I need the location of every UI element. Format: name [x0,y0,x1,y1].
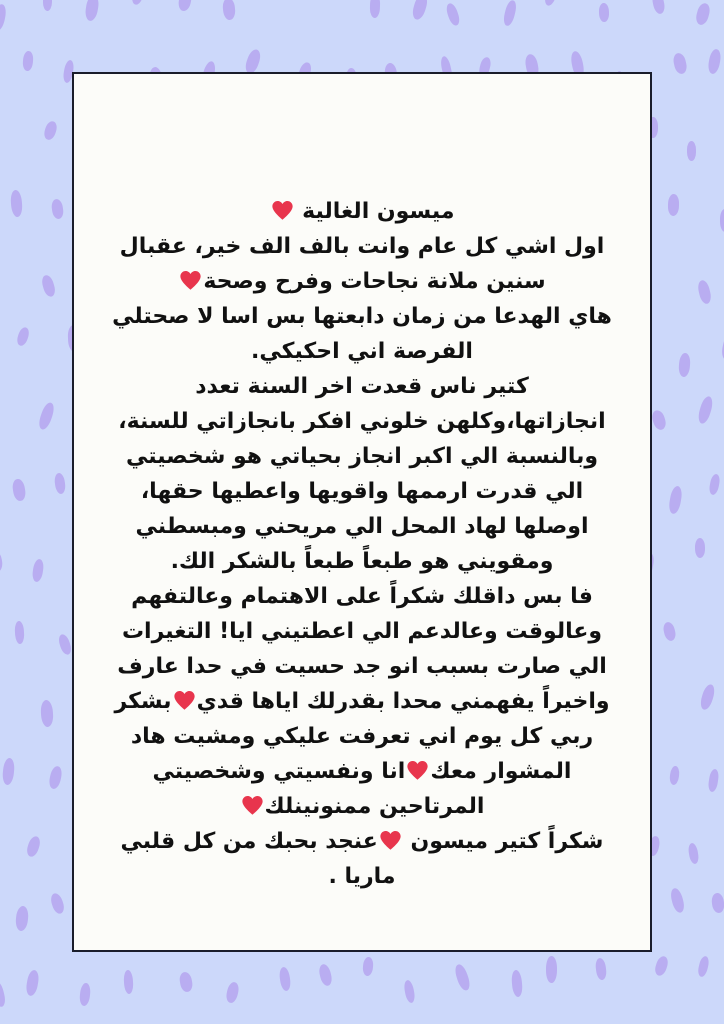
pattern-dash [317,963,333,987]
pattern-dash [599,3,609,22]
pattern-dash [662,621,677,642]
pattern-dash [42,119,58,140]
pattern-dash [79,982,92,1006]
message-line: اول اشي كل عام وانت بالف الف خير، عقبال [119,234,605,259]
pattern-dash [695,538,705,559]
pattern-dash [37,401,56,431]
heart-icon [407,754,428,789]
pattern-dash [43,0,53,11]
message-line: فا بس داقلك شكراً على الاهتمام وعالتفهم [131,584,593,609]
pattern-dash [51,198,65,220]
message-line: الي صارت بسبب انو جد حسيت في حدا عارف [117,654,607,679]
pattern-dash [225,981,240,1004]
pattern-dash [695,2,712,26]
pattern-dash [698,683,716,711]
heart-icon [380,824,401,859]
pattern-dash [687,842,699,864]
heart-icon [174,684,195,719]
message-line: ماريا . [328,864,396,889]
pattern-dash [668,485,684,514]
greeting-card [72,72,652,952]
pattern-dash [22,50,33,71]
pattern-dash [543,0,559,7]
pattern-dash [445,2,462,27]
pattern-dash [130,0,146,6]
message-line: وبالنسبة الي اكبر انجاز بحياتي هو شخصيتي [125,444,599,469]
pattern-dash [595,958,608,981]
pattern-dash [453,963,472,992]
pattern-dash [369,0,380,18]
pattern-dash [710,892,724,914]
pattern-dash [84,0,100,23]
pattern-dash [696,395,714,425]
message-line: وعالوقت وعالدعم الي اعطتيني ايا! التغيرات [121,619,603,644]
pattern-dash [40,274,56,298]
pattern-dash [708,768,721,792]
message-line: المشوار معكانا ونفسيتي وشخصيتي [92,754,632,789]
pattern-dash [2,757,16,785]
pattern-dash [10,190,23,218]
pattern-dash [25,969,40,996]
greeting-message [92,194,632,894]
message-line: شكراً كتير ميسون عنجد بحبك من كل قلبي [92,824,632,859]
pattern-dash [510,969,523,997]
message-line: اوصلها لهاد المحل الي مريحني ومبسطني [135,514,589,539]
pattern-dash [177,0,192,12]
pattern-dash [672,51,688,74]
message-line: ومقويني هو طبعاً طبعاً بالشكر الك. [170,549,554,574]
message-line: انجازاتها،وكلهن خلوني افكر بانجازاتي للسنة، [118,409,606,434]
pattern-dash [362,957,374,977]
pattern-dash [669,766,680,786]
pattern-dash [179,971,194,992]
pattern-dash [243,48,262,75]
pattern-dash [0,550,4,572]
pattern-dash [720,331,724,361]
pattern-dash [25,834,42,857]
pattern-dash [651,0,666,15]
pattern-dash [15,906,29,932]
message-line: ميسون الغالية [92,194,632,229]
pattern-dash [687,141,697,161]
pattern-dash [669,887,686,914]
pattern-dash [678,352,691,377]
message-line: سنين ملانة نجاحات وفرح وصحة [92,264,632,299]
pattern-dash [653,954,670,976]
heart-icon [272,194,293,229]
pattern-dash [708,474,721,497]
pattern-dash [31,558,44,582]
pattern-dash [668,194,680,217]
message-line: كتير ناس قعدت اخر السنة تعدد [195,374,529,399]
message-line: الفرصة اني احكيكي. [251,339,473,364]
heart-icon [180,264,201,299]
pattern-dash [546,956,557,983]
pattern-dash [410,0,429,21]
pattern-dash [11,478,26,501]
pattern-dash [54,473,67,495]
pattern-dash [697,955,710,977]
pattern-dash [48,765,63,790]
pattern-dash [278,967,291,992]
message-line: هاي الهدعا من زمان دابعتها بس اسا لا صحتلي [112,304,612,329]
message-line: واخيراً يفهمني محدا بقدرلك اياها قديبشكر [92,684,632,719]
message-line: المرتاحين ممنونينلك [92,789,632,824]
pattern-dash [15,326,30,347]
pattern-dash [0,3,8,32]
pattern-dash [707,49,722,75]
pattern-dash [719,209,724,232]
pattern-dash [14,621,24,645]
pattern-dash [0,980,7,1008]
pattern-dash [696,279,713,305]
pattern-dash [49,892,66,915]
pattern-dash [651,409,669,432]
pattern-dash [222,0,236,20]
message-line: الي قدرت ارممها واقويها واعطيها حقها، [140,479,584,504]
message-line: ربي كل يوم اني تعرفت عليكي ومشيت هاد [130,724,594,749]
heart-icon [242,789,263,824]
pattern-dash [403,980,416,1005]
pattern-dash [502,0,517,27]
pattern-dash [123,970,133,994]
pattern-dash [40,699,54,727]
